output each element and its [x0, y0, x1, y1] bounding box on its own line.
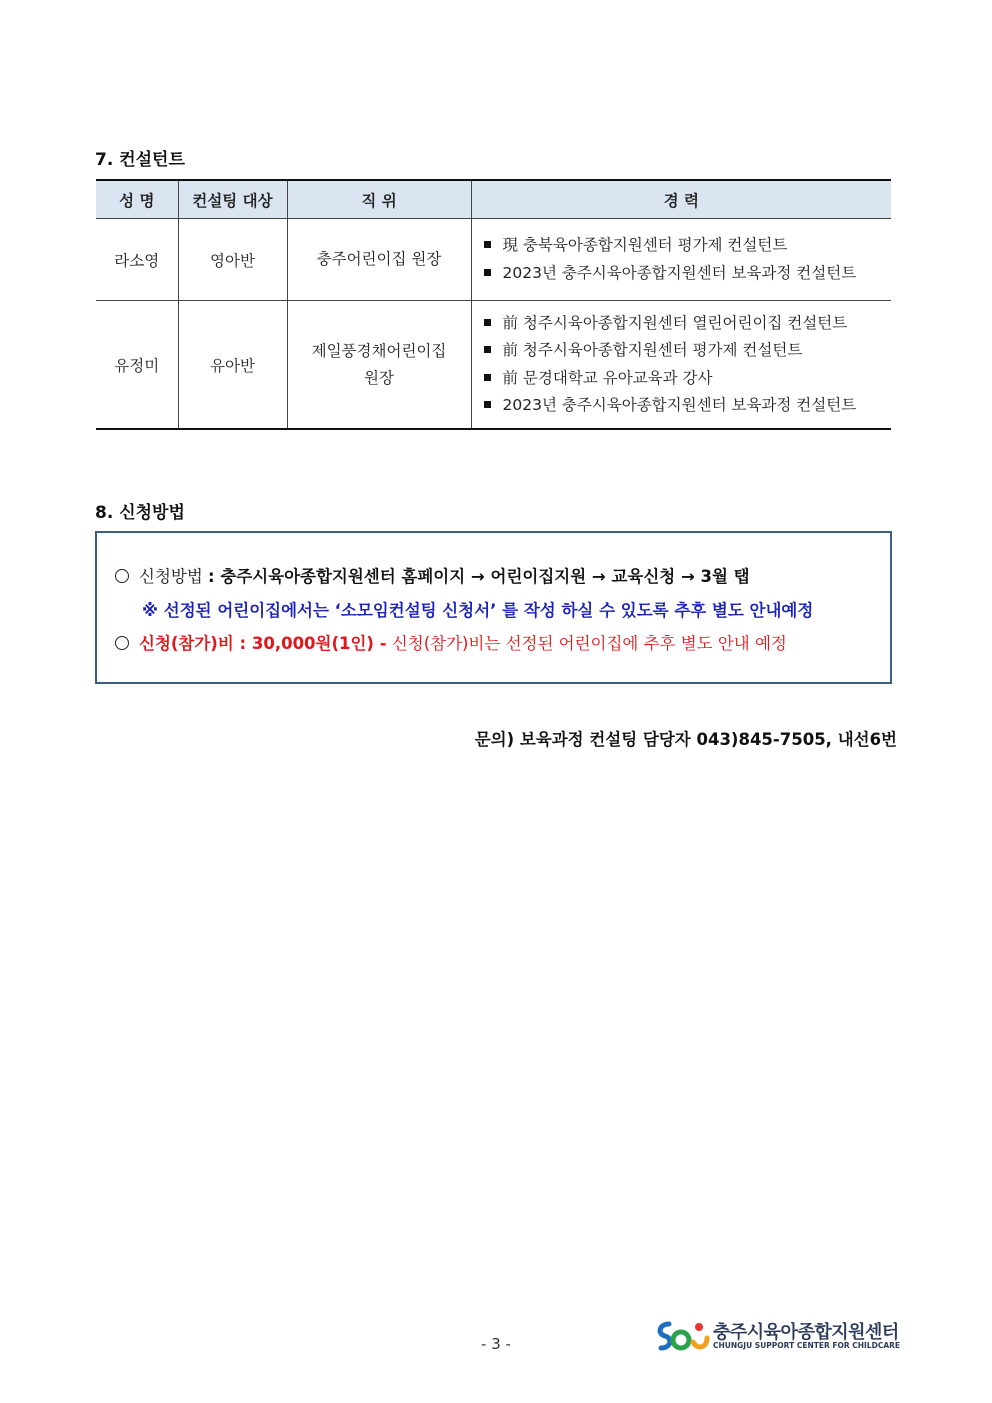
consultant-position	[287, 301, 471, 430]
header-name: 성 명	[96, 180, 178, 219]
bullet-square-icon	[484, 374, 491, 381]
table-row	[96, 219, 891, 301]
circle-bullet-icon	[115, 636, 129, 650]
consulting-target: 영아반	[178, 219, 287, 301]
selection-notice: ※ 선정된 어린이집에서는 ‘소모임컨설팅 신청서’ 를 작성 하실 수 있도록 추후 별도 안내예정	[142, 601, 814, 620]
consultant-name: 라소영	[96, 219, 178, 301]
career-item: 前 청주시육아종합지원센터 열린어린이집 컨설턴트	[484, 310, 892, 338]
position-line: 충주어린이집 원장	[316, 250, 442, 268]
bullet-square-icon	[484, 401, 491, 408]
career-item: 2023년 충주시육아종합지원센터 보육과정 컨설턴트	[484, 392, 892, 420]
center-logo	[655, 1318, 901, 1354]
position-line: 원장	[364, 368, 394, 387]
application-method-box	[95, 531, 892, 684]
consulting-target: 유아반	[178, 301, 287, 430]
circle-bullet-icon	[115, 569, 129, 583]
bullet-square-icon	[484, 269, 491, 276]
table-row	[96, 301, 891, 430]
fee-note: 신청(참가)비는 선정된 어린이집에 추후 별도 안내 예정	[391, 634, 787, 653]
method-label: 신청방법	[139, 567, 203, 586]
bullet-square-icon	[484, 319, 491, 326]
fee-line	[115, 630, 787, 654]
career-item: 前 청주시육아종합지원센터 평가제 컨설턴트	[484, 337, 892, 365]
method-value: : 충주시육아종합지원센터 홈페이지 → 어린이집지원 → 교육신청 → 3월 탭	[208, 567, 750, 586]
page-number: - 3 -	[481, 1335, 511, 1353]
inquiry-contact: 문의) 보육과정 컨설팅 담당자 043)845-7505, 내선6번	[474, 730, 897, 749]
header-target: 컨설팅 대상	[178, 180, 287, 219]
logo-mark-icon	[655, 1318, 711, 1354]
section-8-heading: 8. 신청방법	[95, 503, 185, 523]
career-item: 前 문경대학교 유아교육과 강사	[484, 365, 892, 393]
fee-amount: 신청(참가)비 : 30,000원(1인) -	[139, 634, 387, 653]
career-item: 現 충북육아종합지원센터 평가제 컨설턴트	[484, 232, 892, 260]
consultant-career	[471, 301, 891, 430]
section-7-heading: 7. 컨설턴트	[95, 150, 185, 170]
consultant-name: 유정미	[96, 301, 178, 430]
table-header-row	[96, 180, 891, 219]
consultant-table	[96, 179, 891, 430]
bullet-square-icon	[484, 346, 491, 353]
consultant-career	[471, 219, 891, 301]
position-line: 제일풍경채어린이집	[311, 341, 447, 360]
logo-korean-name: 충주시육아종합지원센터	[713, 1322, 899, 1343]
header-position: 직 위	[287, 180, 471, 219]
application-method-line	[115, 563, 750, 587]
bullet-square-icon	[484, 241, 491, 248]
header-career: 경 력	[471, 180, 891, 219]
logo-english-name: CHUNGJU SUPPORT CENTER FOR CHILDCARE	[713, 1341, 901, 1350]
consultant-position	[287, 219, 471, 301]
career-item: 2023년 충주시육아종합지원센터 보육과정 컨설턴트	[484, 260, 892, 288]
